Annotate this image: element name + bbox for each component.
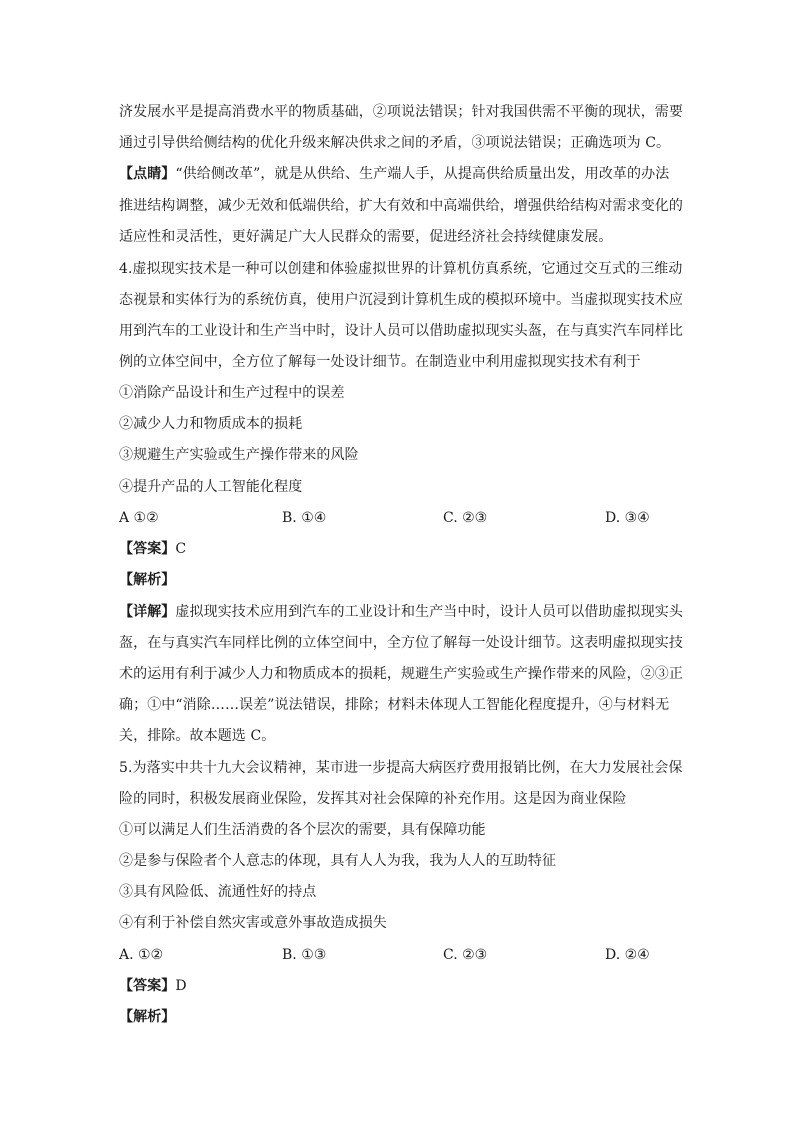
statement-1: ①消除产品设计和生产过程中的误差 <box>119 385 345 401</box>
q4-option-d: D. ③④ <box>605 510 650 526</box>
answer-value: D <box>175 978 187 994</box>
jiexi-heading: 【解析】 <box>119 1009 176 1025</box>
question-4-stem: 4.虚拟现实技术是一种可以创建和体验虚拟世界的计算机仿真系统，它通过交互式的三维动 <box>119 261 683 277</box>
text-line: 术的运用有利于减少人力和物质成本的损耗，规避生产实验或生产操作带来的风险，②③正 <box>119 666 683 682</box>
statement-3: ③具有风险低、流通性好的持点 <box>119 884 317 900</box>
text-line: 确；①中“消除……误差”说法错误，排除；材料未体现人工智能化程度提升，④与材料无 <box>119 697 670 713</box>
xiangjie-paragraph <box>119 602 683 622</box>
statement-4: ④提升产品的人工智能化程度 <box>119 479 303 495</box>
text-line: 态视景和实体行为的系统仿真，使用户沉浸到计算机生成的模拟环境中。当虚拟现实技术应 <box>119 292 683 308</box>
text-line: 适应性和灵活性，更好满足广大人民群众的需要，促进经济社会持续健康发展。 <box>119 229 613 245</box>
text-line: 用到汽车的工业设计和生产当中时，设计人员可以借助虚拟现实头盔，在与真实汽车同样比 <box>119 323 683 339</box>
text-line: 例的立体空间中，全方位了解每一处设计细节。在制造业中利用虚拟现实技术有利于 <box>119 354 641 370</box>
q4-option-a: A ①② <box>119 510 159 526</box>
q4-answer <box>119 539 186 559</box>
answer-tag: 【答案】 <box>119 541 176 557</box>
statement-2: ②是参与保险者个人意志的体现，具有人人为我，我为人人的互助特征 <box>119 853 557 869</box>
question-5-stem: 5.为落实中共十九大会议精神，某市进一步提高大病医疗费用报销比例，在大力发展社会保 <box>119 760 683 776</box>
dianjing-tag: 【点睛】 <box>119 166 176 182</box>
jiexi-heading: 【解析】 <box>119 572 176 588</box>
dianjing-paragraph <box>119 164 669 184</box>
q4-option-b: B. ①④ <box>282 510 327 526</box>
q5-option-a: A. ①② <box>119 947 164 963</box>
answer-value: C <box>175 541 187 557</box>
statement-2: ②减少人力和物质成本的损耗 <box>119 416 303 432</box>
text-line: “供给侧改革”，就是从供给、生产端人手，从提高供给质量出发，用改革的办法 <box>175 166 670 182</box>
q5-option-c: C. ②③ <box>443 947 488 963</box>
text-line: 险的同时，积极发展商业保险，发挥其对社会保障的补充作用。这是因为商业保险 <box>119 791 627 807</box>
q4-option-c: C. ②③ <box>443 510 488 526</box>
text-line: 推进结构调整，减少无效和低端供给，扩大有效和中高端供给，增强供给结构对需求变化的 <box>119 198 683 214</box>
q5-answer <box>119 976 187 996</box>
statement-1: ①可以满足人们生活消费的各个层次的需要，具有保障功能 <box>119 822 486 838</box>
text-line: 盔，在与真实汽车同样比例的立体空间中，全方位了解每一处设计细节。这表明虚拟现实技 <box>119 635 683 651</box>
statement-4: ④有利于补偿自然灾害或意外事故造成损失 <box>119 915 387 931</box>
text-line: 通过引导供给侧结构的优化升级来解决供求之间的矛盾，③项说法错误；正确选项为 C。 <box>119 135 671 151</box>
statement-3: ③规避生产实验或生产操作带来的风险 <box>119 447 359 463</box>
answer-tag: 【答案】 <box>119 978 176 994</box>
text-line: 虚拟现实技术应用到汽车的工业设计和生产当中时，设计人员可以借助虚拟现实头 <box>175 604 684 620</box>
xiangjie-tag: 【详解】 <box>119 604 176 620</box>
text-line: 济发展水平是提高消费水平的物质基础，②项说法错误；针对我国供需不平衡的现状，需要 <box>119 104 683 120</box>
q5-option-d: D. ②④ <box>605 947 650 963</box>
q5-option-b: B. ①③ <box>282 947 327 963</box>
text-line: 关，排除。故本题选 C。 <box>119 728 276 744</box>
